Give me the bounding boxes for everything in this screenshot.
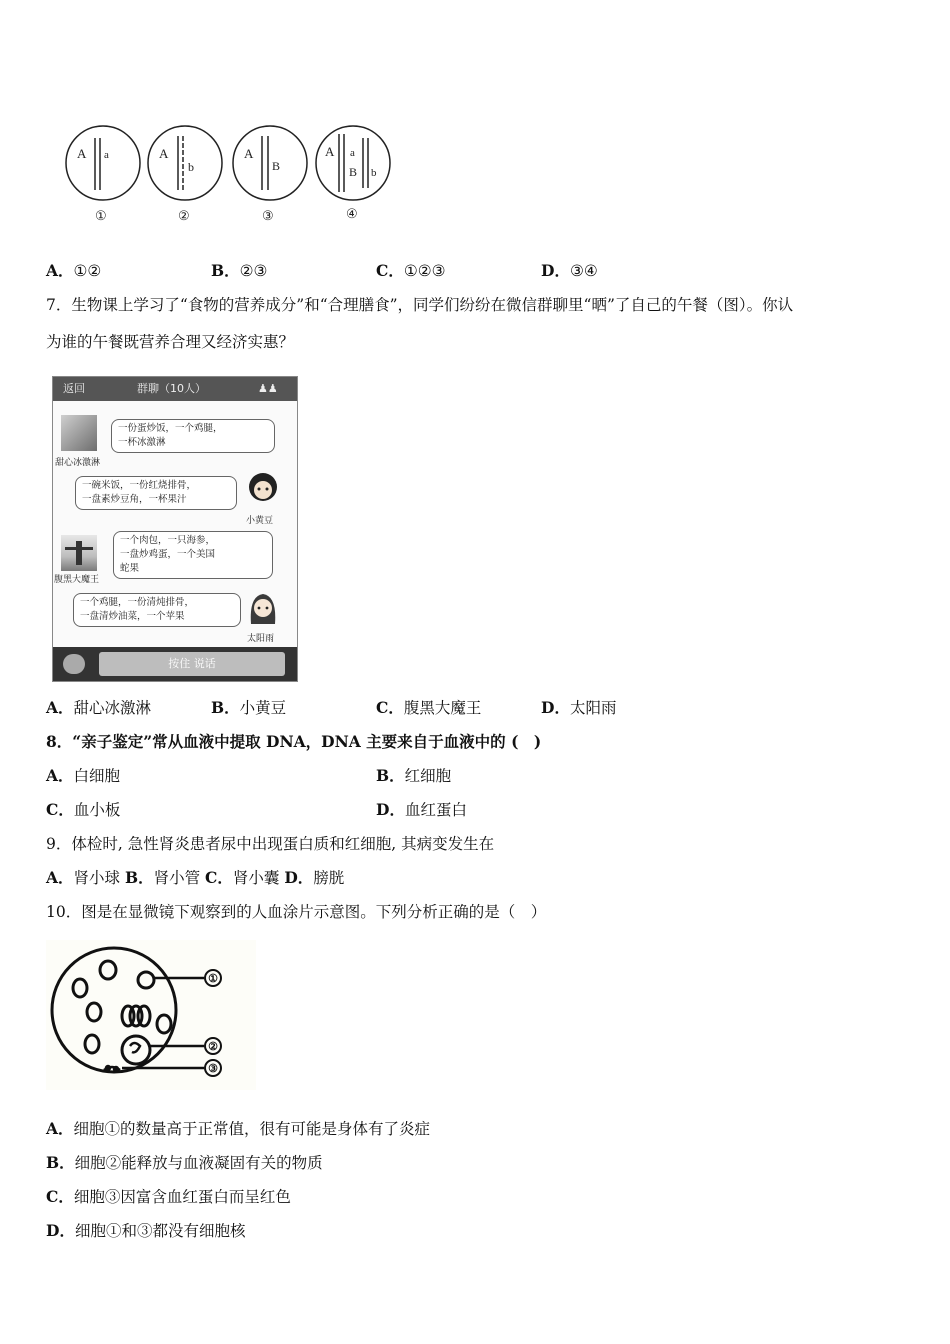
avatar (61, 415, 97, 451)
q6-option-a[interactable]: A．①② (46, 261, 102, 280)
q7-option-a[interactable]: A．甜心冰激淋 (46, 698, 152, 717)
message-line: 一盘炒鸡蛋，一个美国 (120, 549, 216, 560)
message-line: 一个肉包，一只海参， (120, 535, 216, 546)
gene-label: b (371, 167, 377, 179)
q7-option-d[interactable]: D．太阳雨 (541, 698, 617, 717)
q7-stem-line2: 为谁的午餐既营养合理又经济实惠？ (46, 333, 295, 351)
gene-label: a (350, 147, 355, 159)
gene-label: B (349, 165, 358, 179)
circle-label: ③ (262, 208, 274, 223)
q9-option-c[interactable]: C．肾小囊 (205, 868, 280, 887)
message-line: 蛇果 (120, 563, 140, 574)
q8-stem: 8．“亲子鉴定”常从血液中提取 DNA，DNA 主要来自于血液中的 ( ) (46, 732, 542, 751)
hold-to-talk-button: 按住 说话 (99, 652, 285, 676)
voice-toggle-icon (63, 654, 85, 674)
message-line: 一盘清炒油菜，一个苹果 (80, 611, 185, 622)
gene-label: B (272, 159, 281, 173)
q9-options (46, 867, 344, 889)
chat-input-bar (53, 647, 297, 681)
message-bubble (73, 593, 241, 627)
chromosome-figure (60, 118, 420, 228)
message-bubble (111, 419, 275, 453)
q10-stem: 10．图是在显微镜下观察到的人血涂片示意图。下列分析正确的是（ ） (46, 903, 547, 921)
sender-name: 腹黑大魔王 (54, 575, 100, 585)
gene-label: A (77, 146, 87, 161)
circle-label: ④ (346, 206, 358, 221)
q10-option-b[interactable]: B．细胞②能释放与血液凝固有关的物质 (46, 1153, 323, 1172)
q8-option-d[interactable]: D．血红蛋白 (376, 800, 467, 819)
gene-label: A (325, 144, 335, 159)
q9-option-a[interactable]: A．肾小球 (46, 868, 121, 887)
message-line: 一个鸡腿，一份清炖排骨， (80, 597, 195, 608)
cell-label: ③ (208, 1063, 218, 1075)
q7-stem-line1: 7．生物课上学习了“食物的营养成分”和“合理膳食”，同学们纷纷在微信群聊里“晒”了自己的午餐（图）。你认 (46, 296, 794, 314)
avatar (245, 590, 281, 626)
gene-label: a (104, 149, 109, 161)
q9-stem: 9．体检时, 急性肾炎患者尿中出现蛋白质和红细胞, 其病变发生在 (46, 835, 495, 853)
q9-option-b[interactable]: B．肾小管 (124, 868, 201, 887)
cell-label: ① (208, 973, 218, 985)
message-bubble (75, 476, 237, 510)
chat-title: 群聊（10人） (137, 382, 206, 395)
group-members-icon: ♟♟ (258, 382, 278, 395)
gene-label: A (159, 146, 169, 161)
q6-option-b[interactable]: B．②③ (211, 261, 268, 280)
q6-option-c[interactable]: C．①②③ (376, 261, 446, 280)
message-bubble (113, 531, 273, 579)
sender-name: 甜心冰激淋 (55, 458, 101, 468)
gene-label: b (188, 160, 194, 174)
q8-option-b[interactable]: B．红细胞 (376, 766, 452, 785)
circle-label: ② (178, 208, 190, 223)
q10-option-c[interactable]: C．细胞③因富含血红蛋白而呈红色 (46, 1187, 291, 1206)
q6-option-d[interactable]: D．③④ (541, 261, 598, 280)
avatar (245, 471, 281, 507)
blood-smear-figure (46, 940, 256, 1090)
message-line: 一杯冰激淋 (118, 437, 166, 448)
wechat-group-figure (52, 376, 298, 682)
q7-option-b[interactable]: B．小黄豆 (211, 698, 287, 717)
q10-option-a[interactable]: A．细胞①的数量高于正常值，很有可能是身体有了炎症 (46, 1119, 431, 1138)
q8-option-c[interactable]: C．血小板 (46, 800, 121, 819)
cell-label: ② (208, 1041, 218, 1053)
q10-option-d[interactable]: D．细胞①和③都没有细胞核 (46, 1221, 246, 1240)
circle-label: ① (95, 208, 107, 223)
avatar (61, 535, 97, 571)
q7-option-c[interactable]: C．腹黑大魔王 (376, 698, 482, 717)
message-line: 一碗米饭，一份红烧排骨， (82, 480, 197, 491)
message-line: 一盘素炒豆角，一杯果汁 (82, 494, 187, 505)
q9-option-d[interactable]: D．膀胱 (284, 868, 345, 887)
gene-label: A (244, 146, 254, 161)
q8-option-a[interactable]: A．白细胞 (46, 766, 121, 785)
sender-name: 小黄豆 (246, 516, 274, 526)
message-line: 一份蛋炒饭，一个鸡腿， (118, 423, 223, 434)
sender-name: 太阳雨 (247, 634, 275, 644)
chat-header (53, 377, 297, 401)
chat-back-button: 返回 (63, 382, 85, 395)
